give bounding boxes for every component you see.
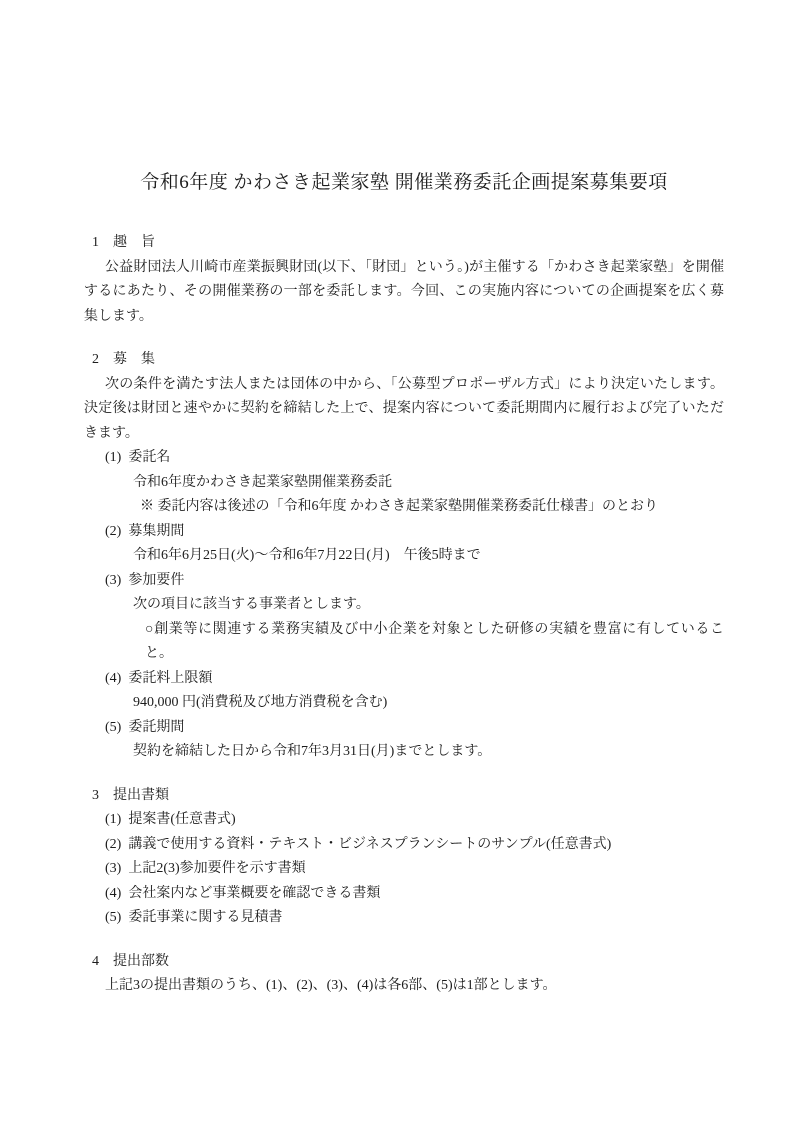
section-recruitment: [84, 348, 724, 765]
list-item-recruitment-period: [84, 520, 724, 569]
item-label: (1): [105, 450, 122, 465]
item-line: 940,000 円(消費税及び地方消費税を含む): [133, 695, 388, 710]
item-label: (2): [105, 836, 122, 852]
section-paragraph-recruitment: 次の条件を満たす法人または団体の中から、「公募型プロポーザル方式」により決定いたします。決定後は財団と速やかに契約を締結した上で、提案内容について委託期間内に履行および完了いただきます。: [84, 376, 724, 441]
item-line: 契約を締結した日から令和7年3月31日(月)までとします。: [133, 744, 492, 759]
item-label: (4): [105, 670, 122, 686]
item-label: (5): [105, 719, 122, 735]
item-title: 参加要件: [128, 572, 185, 588]
list-item-company-profile: [105, 882, 724, 907]
item-line: 次の項目に該当する事業者とします。: [133, 597, 370, 612]
section-heading-purpose: 1 趣 旨: [92, 235, 155, 250]
item-title: 委託期間: [128, 719, 185, 735]
section-purpose: [84, 231, 724, 329]
item-title: 委託事業に関する見積書: [128, 910, 283, 925]
section-heading-copies: 4 提出部数: [92, 953, 169, 969]
list-item-fee-limit: [84, 667, 724, 716]
list-item-estimate: [105, 906, 724, 931]
item-title: 会社案内など事業概要を確認できる書類: [128, 885, 381, 901]
item-line: 令和6年度かわさき起業家塾開催業務委託: [133, 474, 392, 490]
section-number-of-copies: [84, 950, 724, 999]
item-line-requirement: ○創業等に関連する業務実績及び中小企業を対象とした研修の実績を豊富に有していること。: [145, 621, 724, 661]
item-label: (3): [105, 861, 122, 876]
item-title: 委託名: [128, 450, 171, 465]
list-item-entrustment-period: [84, 716, 724, 765]
list-item-participation-requirements: [84, 569, 724, 667]
item-title: 提案書(任意書式): [128, 812, 236, 827]
item-line: 令和6年6月25日(火)～令和6年7月22日(月) 午後5時まで: [133, 548, 481, 563]
section-paragraph-copies: 上記3の提出書類のうち、(1)、(2)、(3)、(4)は各6部、(5)は1部とします。: [105, 978, 557, 993]
item-label: (5): [105, 910, 122, 925]
page-title: 令和6年度 かわさき起業家塾 開催業務委託企画提案募集要項: [140, 172, 668, 193]
item-label: (2): [105, 523, 122, 539]
item-title: 講義で使用する資料・テキスト・ビジネスプランシートのサンプル(任意書式): [128, 836, 612, 852]
list-item-materials-sample: [105, 833, 724, 858]
section-heading-documents: 3 提出書類: [92, 787, 169, 803]
item-title: 募集期間: [128, 523, 185, 539]
list-item-requirement-proof: [105, 857, 724, 882]
section-paragraph-purpose: 公益財団法人川崎市産業振興財団(以下、「財団」という。)が主催する「かわさき起業家塾」を開催するにあたり、その開催業務の一部を委託します。今回、この実施内容についての企画提案を広く募集します。: [84, 259, 724, 324]
item-title: 上記2(3)参加要件を示す書類: [128, 861, 306, 876]
section-heading-recruitment: 2 募 集: [92, 352, 155, 367]
section-submission-documents: [84, 784, 724, 931]
item-label: (3): [105, 572, 122, 588]
item-title: 委託料上限額: [128, 670, 213, 686]
item-line-note: ※ 委託内容は後述の「令和6年度 かわさき起業家塾開催業務委託仕様書」のとおり: [140, 499, 658, 514]
item-label: (4): [105, 885, 122, 901]
list-item-proposal: [105, 808, 724, 833]
item-label: (1): [105, 812, 122, 827]
list-item-entrustment-name: [84, 446, 724, 520]
